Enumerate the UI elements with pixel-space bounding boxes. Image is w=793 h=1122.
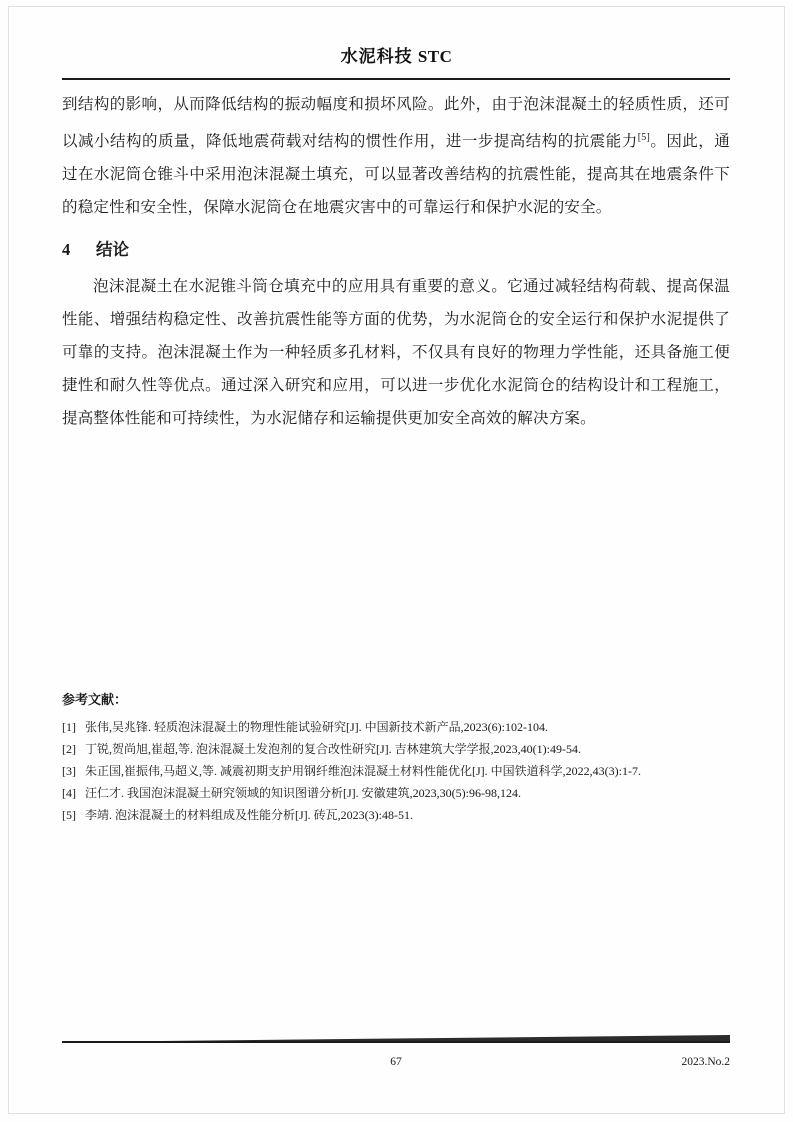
reference-tag: [2] [62,742,76,756]
reference-item [62,760,730,782]
reference-tag: [3] [62,764,76,778]
section-title: 结论 [96,240,129,260]
footer-divider [62,1035,730,1047]
paragraph-continued-rest: 。因此，通过在水泥筒仓锥斗中采用泡沫混凝土填充，可以显著改善结构的抗震性能，提高其在地震条件下的稳定性和安全性，保障水泥筒仓在地震灾害中的可靠运行和保护水泥的安全。 [62,133,730,217]
journal-title: 水泥科技 [340,47,413,66]
reference-item [62,804,730,826]
journal-abbrev: STC [417,47,453,66]
document-body [62,88,730,435]
reference-item [62,782,730,804]
page-number: 67 [390,1056,402,1068]
reference-item [62,738,730,760]
reference-tag: [1] [62,720,76,734]
reference-text: 朱正国,崔振伟,马超义,等. 减震初期支护用钢纤维泡沫混凝土材料性能优化[J]. 中国铁道科学,2022,43(3):1-7. [85,764,641,778]
paragraph-continued [62,88,730,224]
reference-text: 汪仁才. 我国泡沫混凝土研究领域的知识图谱分析[J]. 安徽建筑,2023,30(5):96-98,124. [85,786,521,800]
reference-text: 张伟,吴兆锋. 轻质泡沫混凝土的物理性能试验研究[J]. 中国新技术新产品,2023(6):102-104. [85,720,548,734]
references-section [62,690,730,826]
paragraph-conclusion: 泡沫混凝土在水泥锥斗筒仓填充中的应用具有重要的意义。它通过减轻结构荷载、提高保温性能、增强结构稳定性、改善抗震性能等方面的优势，为水泥筒仓的安全运行和保护水泥提供了可靠的支持。泡沫混凝土作为一种轻质多孔材料，不仅具有良好的物理力学性能，还具备施工便捷性和耐久性等优点。通过深入研究和应用，可以进一步优化水泥筒仓的结构设计和工程施工，提高整体性能和可持续性，为水泥储存和运输提供更加安全高效的解决方案。 [62,278,730,428]
citation-marker-5: [5] [637,132,651,143]
page-header [0,42,793,67]
reference-text: 李靖. 泡沫混凝土的材料组成及性能分析[J]. 砖瓦,2023(3):48-51. [85,808,413,822]
section-number: 4 [62,240,71,260]
reference-item [62,716,730,738]
reference-tag: [4] [62,786,76,800]
reference-text: 丁锐,贺尚旭,崔超,等. 泡沫混凝土发泡剂的复合改性研究[J]. 吉林建筑大学学报,2023,40(1):49-54. [85,742,581,756]
references-title: 参考文献： [62,692,128,707]
issue-label: 2023.No.2 [681,1056,730,1068]
header-divider [62,78,730,80]
section-heading-conclusion [62,234,730,266]
paragraph-continued-text: 到结构的影响，从而降低结构的振动幅度和损坏风险。此外，由于泡沫混凝土的轻质性质，还可以减小结构的质量，降低地震荷载对结构的惯性作用，进一步提高结构的抗震能力 [62,96,730,151]
footer-divider-line [62,1041,730,1043]
reference-tag: [5] [62,808,76,822]
